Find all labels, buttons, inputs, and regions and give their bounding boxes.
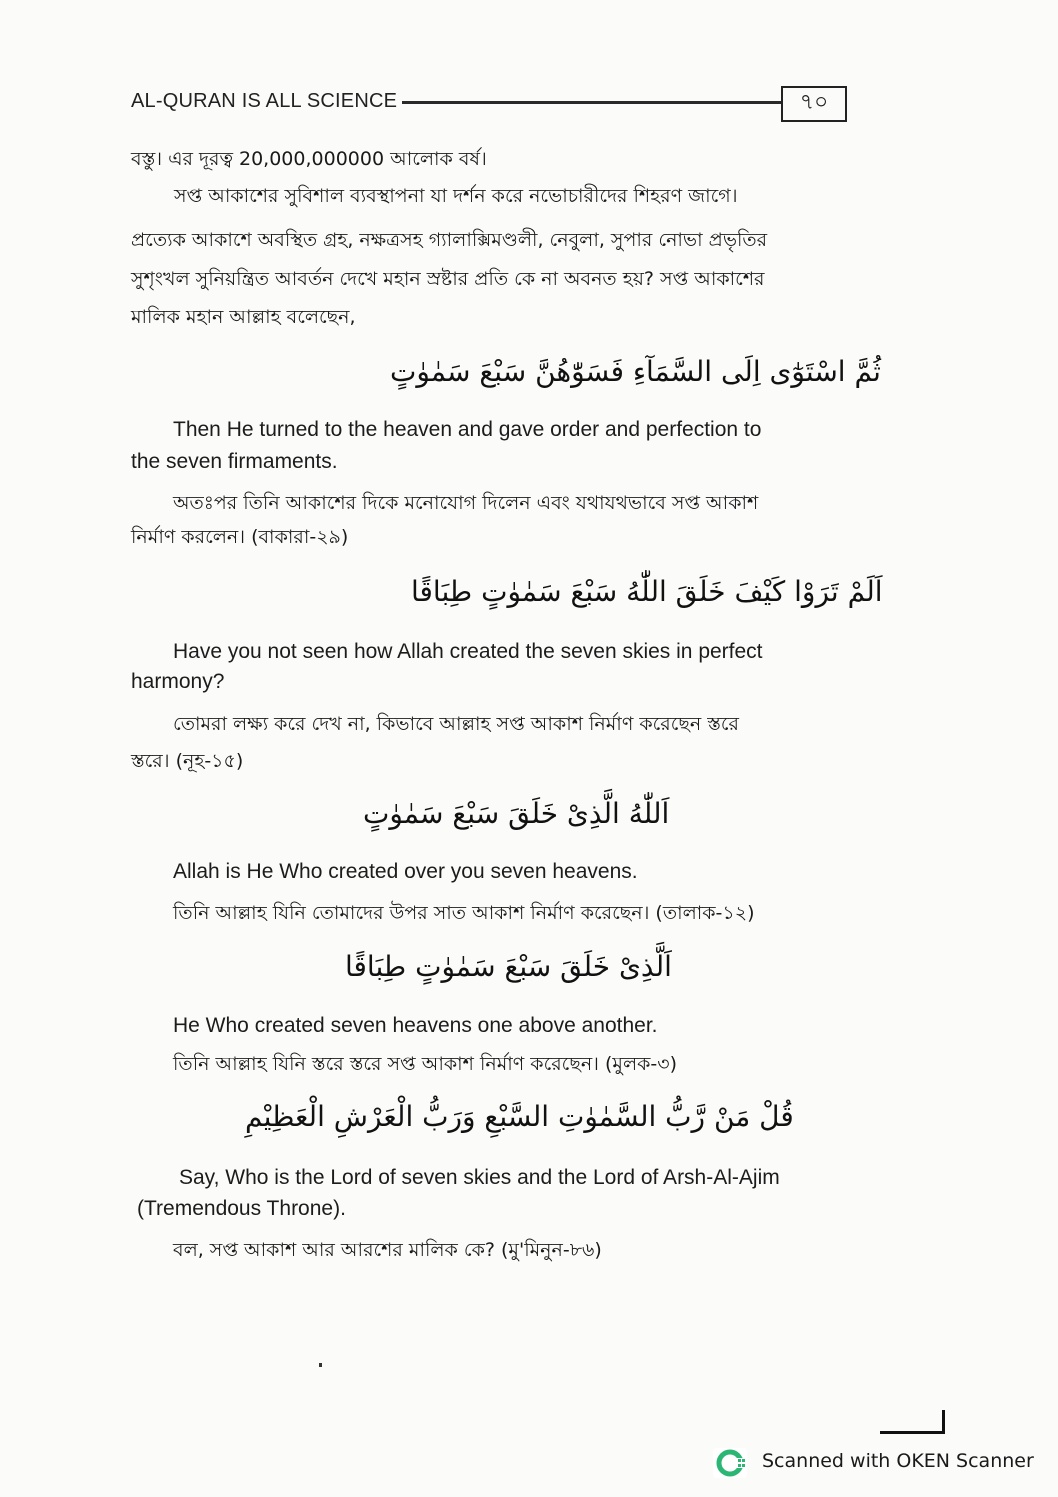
bangla-translation-line: তিনি আল্লাহ যিনি তোমাদের উপর সাত আকাশ নির্মাণ করেছেন। (তালাক-১২) (173, 902, 755, 924)
arabic-verse: اَلَمْ تَرَوْا كَيْفَ خَلَقَ اللّٰهُ سَبْعَ سَمٰوٰتٍ طِبَاقًا (411, 575, 883, 608)
header-rule (402, 101, 782, 104)
arabic-verse: اَلَّذِىْ خَلَقَ سَبْعَ سَمٰوٰتٍ طِبَاقًا (345, 950, 672, 983)
english-translation-line: the seven firmaments. (131, 450, 338, 473)
page-number: ৭০ (781, 86, 847, 122)
paragraph-line: বস্তু। এর দূরত্ব 20,000,000000 আলোক বর্ষ। (131, 148, 487, 170)
english-translation-line: Say, Who is the Lord of seven skies and the Lord of Arsh-Al-Ajim (179, 1166, 780, 1189)
english-translation-line: harmony? (131, 670, 225, 693)
english-translation-line: He Who created seven heavens one above another. (173, 1014, 658, 1037)
english-translation-line: Then He turned to the heaven and gave order and perfection to (173, 418, 762, 441)
paragraph-line: প্রত্যেক আকাশে অবস্থিত গ্রহ, নক্ষত্রসহ গ্যালাক্সিমণ্ডলী, নেবুলা, সুপার নোভা প্রভৃতির (131, 229, 768, 251)
oken-scanner-logo-icon (712, 1447, 748, 1479)
bangla-translation-line: স্তরে। (নূহ-১৫) (131, 750, 244, 772)
bangla-translation-line: তিনি আল্লাহ যিনি স্তরে স্তরে সপ্ত আকাশ নির্মাণ করেছেন। (মুলক-৩) (173, 1053, 678, 1075)
paragraph-line: মালিক মহান আল্লাহ বলেছেন, (131, 306, 356, 328)
paragraph-line: সুশৃংখল সুনিয়ন্ত্রিত আবর্তন দেখে মহান স্রষ্টার প্রতি কে না অবনত হয়? সপ্ত আকাশের (131, 268, 765, 290)
bangla-translation-line: বল, সপ্ত আকাশ আর আরশের মালিক কে? (মু'মিনুন-৮৬) (173, 1239, 602, 1261)
english-translation-line: (Tremendous Throne). (137, 1197, 346, 1220)
corner-mark-horizontal (880, 1431, 945, 1434)
bangla-translation-line: অতঃপর তিনি আকাশের দিকে মনোযোগ দিলেন এবং যথাযথভাবে সপ্ত আকাশ (173, 492, 759, 514)
scanner-watermark: Scanned with OKEN Scanner (762, 1450, 1034, 1472)
arabic-verse: ثُمَّ اسْتَوٰٓى اِلَى السَّمَآءِ فَسَوّٰهُنَّ سَبْعَ سَمٰوٰتٍ (390, 355, 881, 388)
bangla-translation-line: নির্মাণ করলেন। (বাকারা-২৯) (131, 526, 349, 548)
english-translation-line: Allah is He Who created over you seven heavens. (173, 860, 638, 883)
english-translation-line: Have you not seen how Allah created the seven skies in perfect (173, 640, 763, 663)
stray-mark (319, 1363, 322, 1367)
paragraph-line: সপ্ত আকাশের সুবিশাল ব্যবস্থাপনা যা দর্শন করে নভোচারীদের শিহরণ জাগে। (174, 185, 738, 207)
arabic-verse: اَللّٰهُ الَّذِىْ خَلَقَ سَبْعَ سَمٰوٰتٍ (363, 797, 670, 830)
running-header-title: AL-QURAN IS ALL SCIENCE (131, 90, 398, 112)
bangla-translation-line: তোমরা লক্ষ্য করে দেখ না, কিভাবে আল্লাহ সপ্ত আকাশ নির্মাণ করেছেন স্তরে (173, 713, 740, 735)
arabic-verse: قُلْ مَنْ رَّبُّ السَّمٰوٰتِ السَّبْعِ وَرَبُّ الْعَرْشِ الْعَظِيْمِ (245, 1100, 794, 1133)
